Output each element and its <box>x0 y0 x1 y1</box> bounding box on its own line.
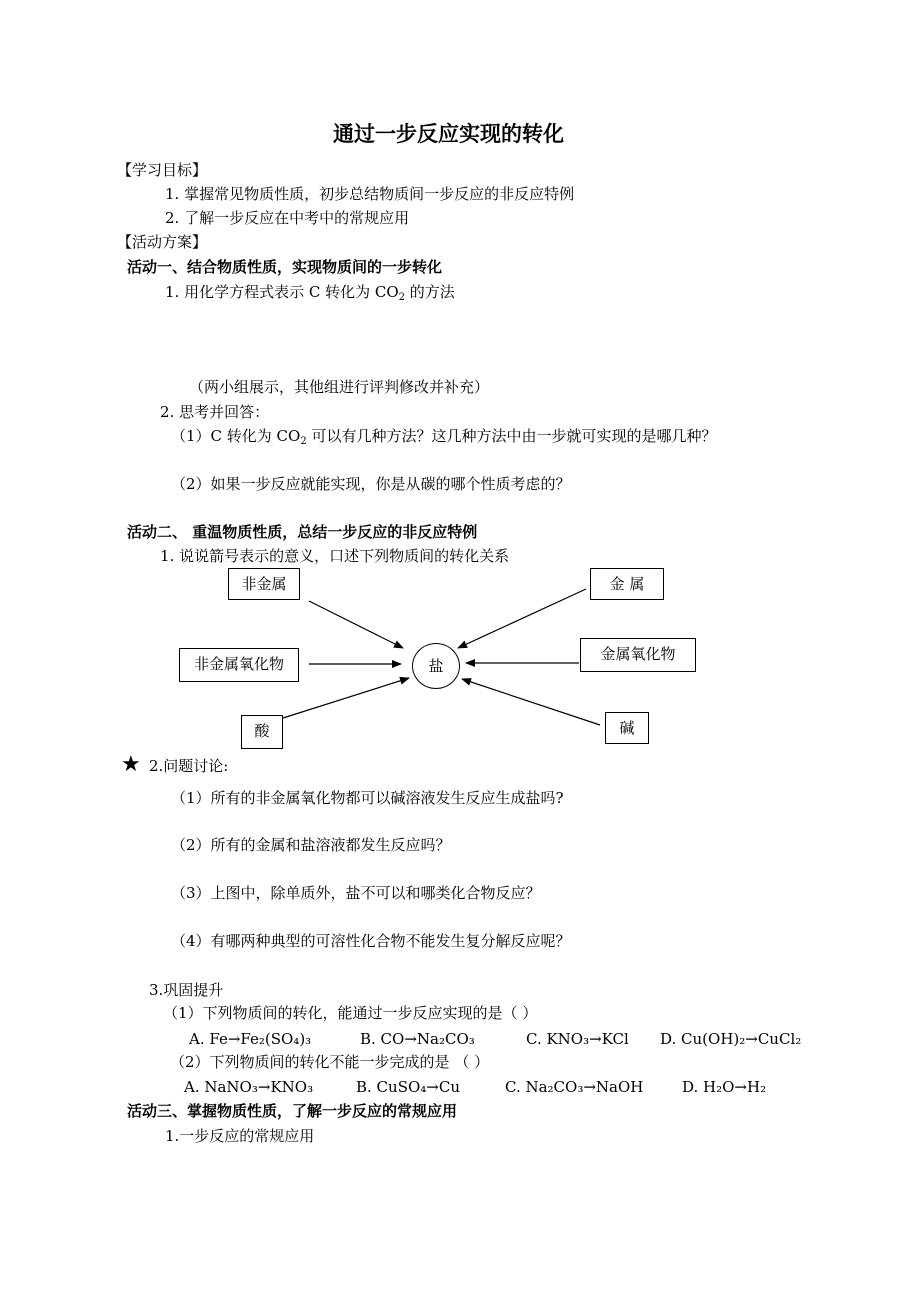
activity2-question-2-2: （2）所有的金属和盐溶液都发生反应吗？ <box>171 836 451 854</box>
objective-item-1: 1. 掌握常见物质性质，初步总结物质间一步反应的非反应特例 <box>165 185 575 203</box>
node-base: 碱 <box>605 712 649 744</box>
star-icon: ★ <box>121 752 141 777</box>
q3-2-option-a: A. NaNO₃→KNO₃ <box>184 1078 314 1096</box>
activity1-q2-1-subscript: 2 <box>300 436 307 447</box>
objectives-header: 【学习目标】 <box>117 161 208 179</box>
activity1-question-2: 2. 思考并回答： <box>160 403 270 421</box>
activity1-heading: 活动一、结合物质性质，实现物质间的一步转化 <box>127 258 443 276</box>
activity3-question-1: 1.一步反应的常规应用 <box>165 1127 315 1145</box>
q3-1-option-d: D. Cu(OH)₂→CuCl₂ <box>660 1030 802 1048</box>
activity2-question-2-1: （1）所有的非金属氧化物都可以碱溶液发生反应生成盐吗? <box>171 789 564 807</box>
activity2-question-2-3: （3）上图中，除单质外，盐不可以和哪类化合物反应？ <box>171 884 541 902</box>
node-metal-oxide: 金属氧化物 <box>580 638 696 672</box>
objective-item-2: 2. 了解一步反应在中考中的常规应用 <box>165 209 410 227</box>
node-acid: 酸 <box>241 715 283 749</box>
q3-1-option-b: B. CO→Na₂CO₃ <box>360 1030 475 1048</box>
activity2-question-3-2: （2）下列物质间的转化不能一步完成的是 （ ） <box>170 1053 490 1071</box>
activity2-question-3: 3.巩固提升 <box>149 981 224 999</box>
q3-1-option-a: A. Fe→Fe₂(SO₄)₃ <box>189 1030 312 1048</box>
arrow-acid-to-salt <box>283 678 409 718</box>
node-nonmetal: 非金属 <box>228 568 300 600</box>
activity1-question-2-2: （2）如果一步反应就能实现，你是从碳的哪个性质考虑的？ <box>171 475 571 493</box>
activity2-heading: 活动二、 重温物质性质，总结一步反应的非反应特例 <box>127 523 478 541</box>
arrow-nonmetal-to-salt <box>309 601 403 648</box>
q3-1-option-c: C. KNO₃→KCl <box>526 1030 629 1048</box>
activity1-q1-suffix: 的方法 <box>405 283 455 301</box>
page-title: 通过一步反应实现的转化 <box>333 122 564 146</box>
activity2-question-1: 1. 说说箭号表示的意义，口述下列物质间的转化关系 <box>160 547 510 565</box>
node-nonmetal-oxide: 非金属氧化物 <box>179 648 299 682</box>
q3-2-option-d: D. H₂O→H₂ <box>682 1078 767 1096</box>
node-metal: 金 属 <box>590 568 664 600</box>
activity1-q2-1-suffix: 可以有几种方法？这几种方法中由一步就可实现的是哪几种？ <box>306 427 717 445</box>
activity2-question-2: 2.问题讨论: <box>149 757 229 775</box>
activity2-question-3-1: （1）下列物质间的转化，能通过一步反应实现的是（ ） <box>163 1004 538 1022</box>
plan-header: 【活动方案】 <box>117 233 208 251</box>
activity1-q1-prefix: 1. 用化学方程式表示 C 转化为 CO <box>165 283 399 301</box>
activity2-question-2-4: （4）有哪两种典型的可溶性化合物不能发生复分解反应呢？ <box>171 932 571 950</box>
q3-2-option-c: C. Na₂CO₃→NaOH <box>505 1078 644 1096</box>
activity1-q1-subscript: 2 <box>398 292 406 303</box>
arrow-base-to-salt <box>462 679 600 725</box>
activity1-q2-1-prefix: （1）C 转化为 CO <box>171 427 301 445</box>
q3-2-option-b: B. CuSO₄→Cu <box>356 1078 460 1096</box>
activity1-note: （两小组展示，其他组进行评判修改并补充） <box>189 378 490 396</box>
arrow-metal-to-salt <box>458 589 586 648</box>
node-salt: 盐 <box>412 643 460 689</box>
activity3-heading: 活动三、掌握物质性质，了解一步反应的常规应用 <box>127 1102 458 1120</box>
